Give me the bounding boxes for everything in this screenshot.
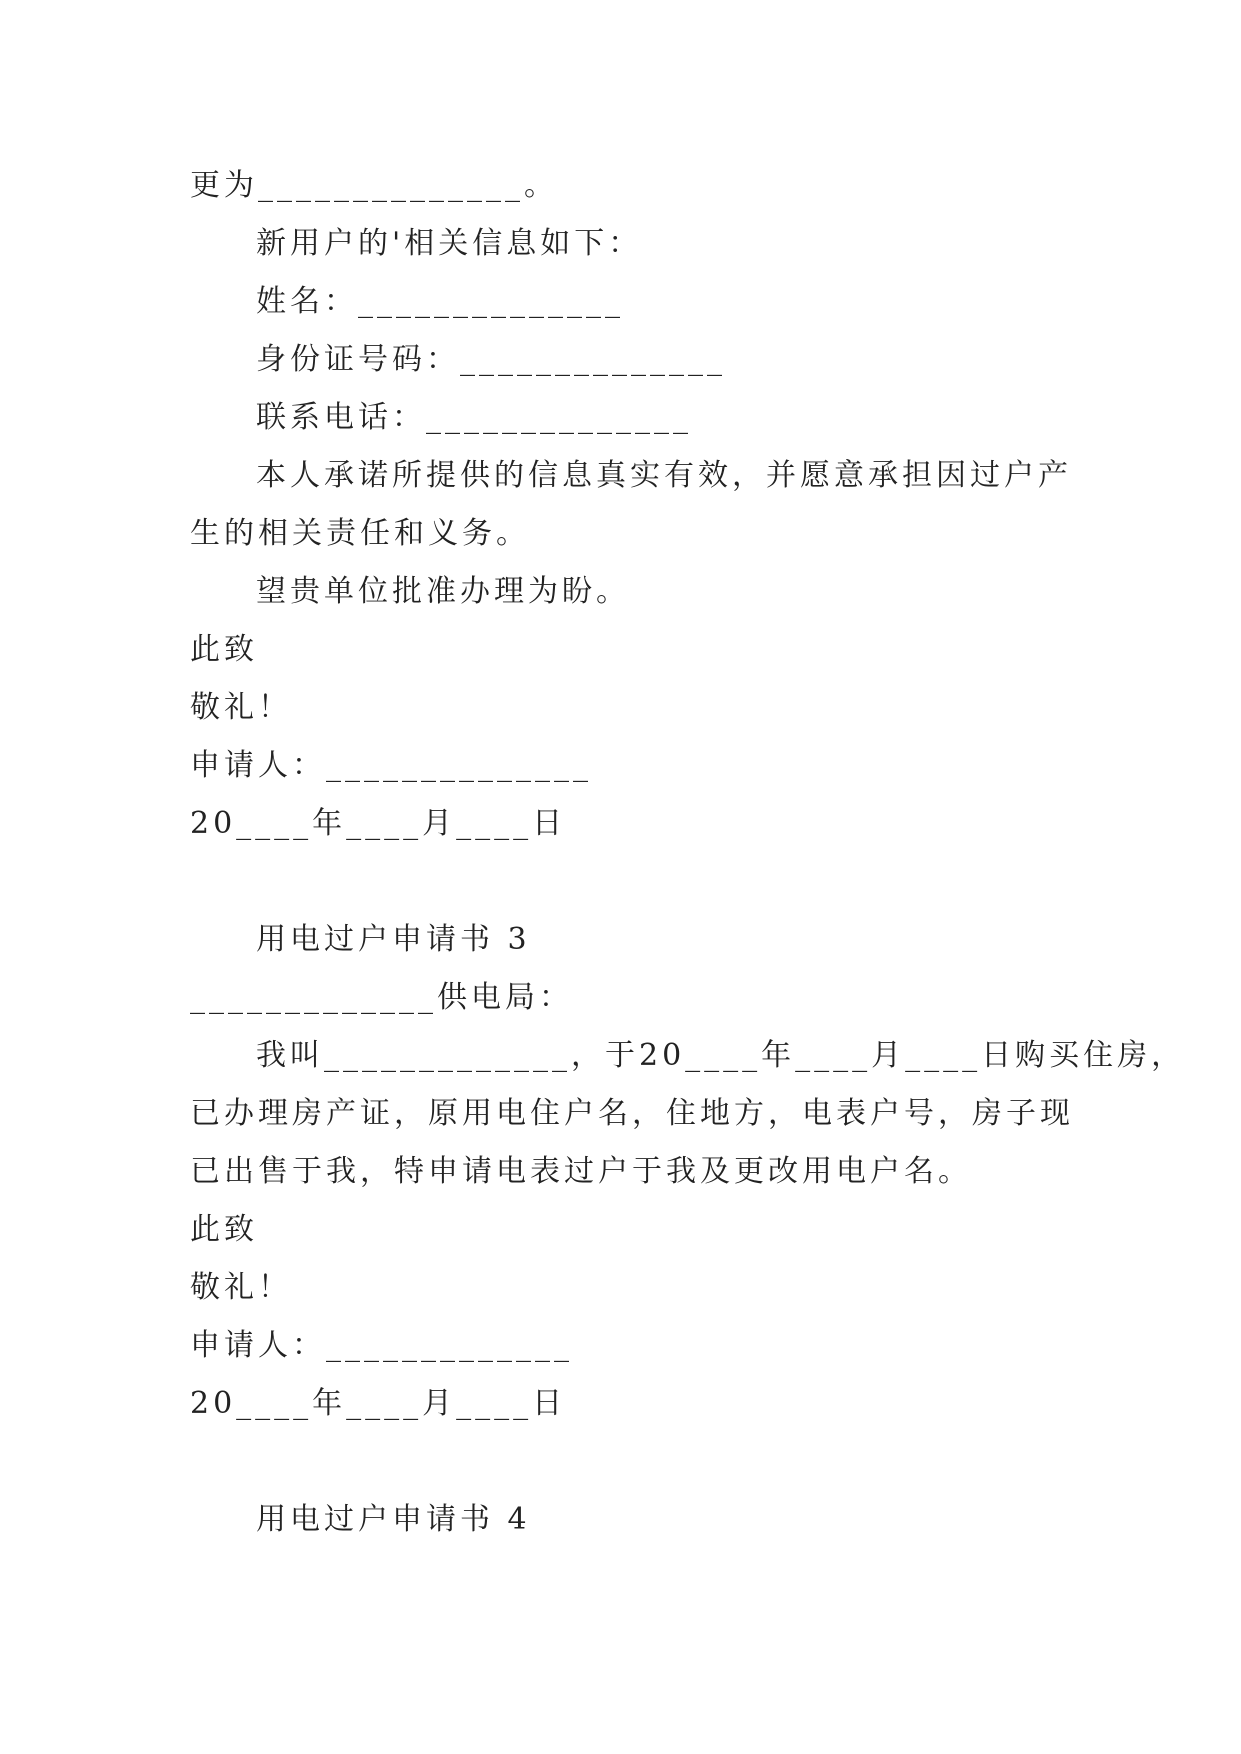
text-line: 敬礼！ (190, 690, 292, 725)
text-line: 身份证号码：______________ (256, 342, 726, 377)
text-line: 联系电话：______________ (256, 400, 692, 435)
text-line: _____________供电局： (190, 980, 573, 1015)
text-line: 20____年____月____日 (190, 1386, 567, 1421)
text-line: 姓名：______________ (256, 284, 624, 319)
section-heading: 用电过户申请书 3 (256, 922, 531, 957)
text-line: 此致 (190, 632, 258, 667)
text-line: 生的相关责任和义务。 (190, 516, 530, 551)
text-line: 更为______________。 (190, 168, 558, 203)
section-heading: 用电过户申请书 4 (256, 1502, 531, 1537)
text-line: 已出售于我，特申请电表过户于我及更改用电户名。 (190, 1154, 972, 1189)
text-line: 已办理房产证，原用电住户名，住地方，电表户号，房子现 (190, 1096, 1074, 1131)
text-line: 望贵单位批准办理为盼。 (256, 574, 630, 609)
text-line: 此致 (190, 1212, 258, 1247)
text-line: 申请人：______________ (190, 748, 592, 783)
text-line: 申请人：_____________ (190, 1328, 573, 1363)
text-line: 20____年____月____日 (190, 806, 567, 841)
text-line: 新用户的'相关信息如下： (256, 226, 643, 261)
text-line: 本人承诺所提供的信息真实有效，并愿意承担因过户产 (256, 458, 1072, 493)
text-line: 敬礼！ (190, 1270, 292, 1305)
text-line: 我叫_____________，于20____年____月____日购买住房， (256, 1038, 1186, 1073)
